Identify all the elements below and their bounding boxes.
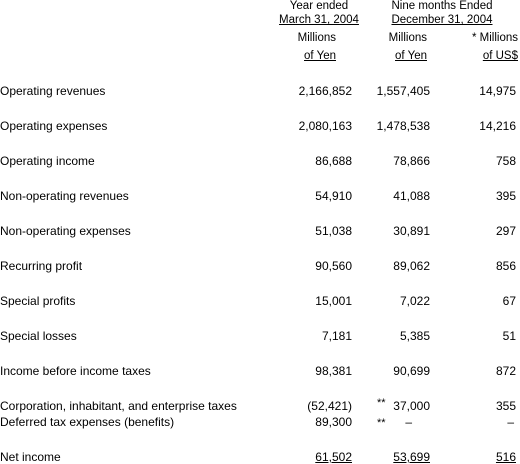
col1-value: 98,381 — [315, 364, 352, 378]
col2-value: 78,866 — [393, 154, 430, 168]
col1-value: (52,421) — [307, 399, 352, 413]
col3-value: 758 — [495, 154, 516, 168]
col3-value: 297 — [495, 224, 516, 238]
col2-value: 7,022 — [399, 294, 430, 308]
col3-value: 395 — [495, 189, 516, 203]
table-row — [0, 294, 520, 308]
col2-value: 1,478,538 — [376, 119, 430, 133]
row-label: Operating income — [0, 154, 95, 168]
col1-value: 2,080,163 — [298, 119, 352, 133]
col2-unit-bottom: of Yen — [395, 50, 427, 62]
footnote-marker: ** — [377, 397, 386, 409]
col2-period-header: Nine months Ended — [391, 0, 493, 12]
col2-value: 30,891 — [393, 224, 430, 238]
col3-value: 856 — [495, 259, 516, 273]
col2-value: 53,699 — [393, 450, 430, 464]
col3-value: 14,216 — [479, 119, 516, 133]
col2-value: 90,699 — [393, 364, 430, 378]
col1-value: 89,300 — [315, 415, 352, 429]
col1-value: 61,502 — [315, 450, 352, 464]
table-row — [0, 259, 520, 273]
col1-value: 90,560 — [315, 259, 352, 273]
col2-value: 37,000 — [393, 399, 430, 413]
table-row — [0, 415, 520, 429]
col2-date-header: December 31, 2004 — [391, 14, 493, 26]
col2-value: – — [405, 415, 412, 429]
col2-value: 5,385 — [399, 329, 430, 343]
col2-value: 89,062 — [393, 259, 430, 273]
table-row — [0, 329, 520, 343]
row-label: Corporation, inhabitant, and enterprise taxes — [0, 399, 237, 413]
col3-value: – — [507, 415, 514, 429]
col1-period-header: Year ended — [289, 0, 349, 12]
table-row — [0, 450, 520, 464]
row-label: Net income — [0, 450, 61, 464]
footnote-marker: ** — [377, 417, 386, 429]
col1-unit-bottom: of Yen — [304, 50, 336, 62]
row-label: Deferred tax expenses (benefits) — [0, 415, 175, 429]
col3-value: 872 — [495, 364, 516, 378]
col2-value: 41,088 — [393, 189, 430, 203]
table-row — [0, 84, 520, 98]
row-label: Special profits — [0, 294, 76, 308]
row-label: Operating expenses — [0, 119, 108, 133]
col3-value: 516 — [495, 450, 516, 464]
col3-value: 14,975 — [479, 84, 516, 98]
col3-value: 67 — [502, 294, 516, 308]
col3-value: 51 — [502, 329, 516, 343]
table-row — [0, 399, 520, 413]
col1-unit-top: Millions — [297, 32, 336, 44]
table-row — [0, 154, 520, 168]
col1-value: 2,166,852 — [298, 84, 352, 98]
col1-value: 86,688 — [315, 154, 352, 168]
row-label: Non-operating expenses — [0, 224, 131, 238]
row-label: Recurring profit — [0, 259, 83, 273]
table-row — [0, 119, 520, 133]
col2-unit-top: Millions — [388, 32, 427, 44]
col1-date-header: March 31, 2004 — [279, 14, 359, 26]
col1-value: 54,910 — [315, 189, 352, 203]
table-row — [0, 189, 520, 203]
col3-unit-bottom: of US$ — [482, 50, 518, 62]
col3-unit-top: * Millions — [471, 32, 518, 44]
table-row — [0, 364, 520, 378]
row-label: Income before income taxes — [0, 364, 151, 378]
col1-value: 15,001 — [315, 294, 352, 308]
row-label: Special losses — [0, 329, 77, 343]
row-label: Non-operating revenues — [0, 189, 129, 203]
table-row — [0, 224, 520, 238]
col1-value: 51,038 — [315, 224, 352, 238]
col2-value: 1,557,405 — [376, 84, 430, 98]
col3-value: 355 — [495, 399, 516, 413]
col1-value: 7,181 — [321, 329, 352, 343]
row-label: Operating revenues — [0, 84, 106, 98]
